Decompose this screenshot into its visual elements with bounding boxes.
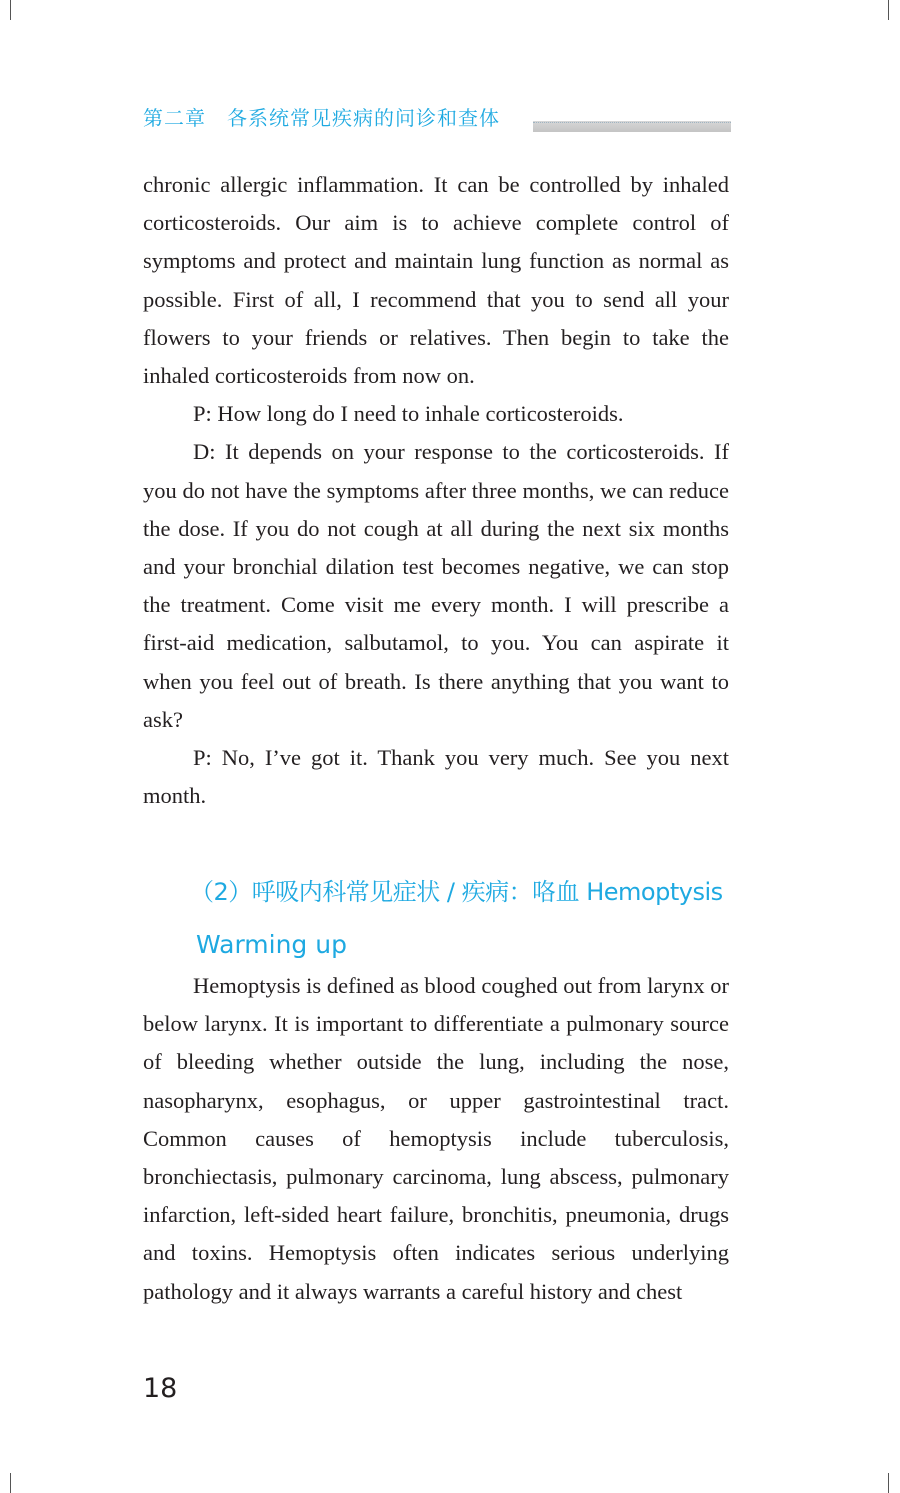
hemoptysis-text-block bbox=[143, 967, 729, 1311]
patient-line: P: How long do I need to inhale corticosteroids. bbox=[193, 401, 624, 427]
crop-mark-top-left bbox=[10, 0, 11, 20]
paragraph-continued: chronic allergic inflammation. It can be controlled by inhaled corticosteroids. Our aim is to achieve complete control of symptoms and protect and maintain lung function as normal as possible. First of all, I recommend that you to send all your flowers to your friends or relatives. Then begin to take the inhaled corticosteroids from now on. bbox=[143, 172, 729, 389]
header-rule bbox=[533, 121, 731, 132]
patient-line: P: No, I’ve got it. Thank you very much. See you next month. bbox=[143, 745, 729, 809]
page-number: 18 bbox=[143, 1373, 178, 1404]
crop-mark-bottom-left bbox=[10, 1473, 11, 1493]
subheading-warming-up: Warming up bbox=[196, 930, 347, 959]
running-header bbox=[143, 102, 731, 136]
section-heading: （2）呼吸内科常见症状 / 疾病：咯血 Hemoptysis bbox=[190, 878, 723, 906]
dialogue-text-block bbox=[143, 166, 729, 815]
paragraph-hemoptysis-definition: Hemoptysis is defined as blood coughed out from larynx or below larynx. It is important to differentiate a pulmonary source of bleeding whether outside the lung, including the nose, nasopharynx, esophagus, or upper gastrointestinal tract. Common causes of hemoptysis include tuberculosis, bronchiectasis, pulmonary carcinoma, lung abscess, pulmonary infarction, left-sided heart failure, bronchitis, pneumonia, drugs and toxins. Hemoptysis often indicates serious underlying pathology and it always warrants a careful history and chest bbox=[143, 973, 729, 1304]
crop-mark-bottom-right bbox=[888, 1473, 889, 1493]
chapter-title: 第二章 各系统常见疾病的问诊和查体 bbox=[143, 106, 500, 130]
crop-mark-top-right bbox=[888, 0, 889, 20]
doctor-line: D: It depends on your response to the corticosteroids. If you do not have the symptoms after three months, we can reduce the dose. If you do not cough at all during the next six months and your bronchial dilation test becomes negative, we can stop the treatment. Come visit me every month. I will prescribe a first-aid medication, salbutamol, to you. You can aspirate it when you feel out of breath. Is there anything that you want to ask? bbox=[143, 439, 729, 732]
